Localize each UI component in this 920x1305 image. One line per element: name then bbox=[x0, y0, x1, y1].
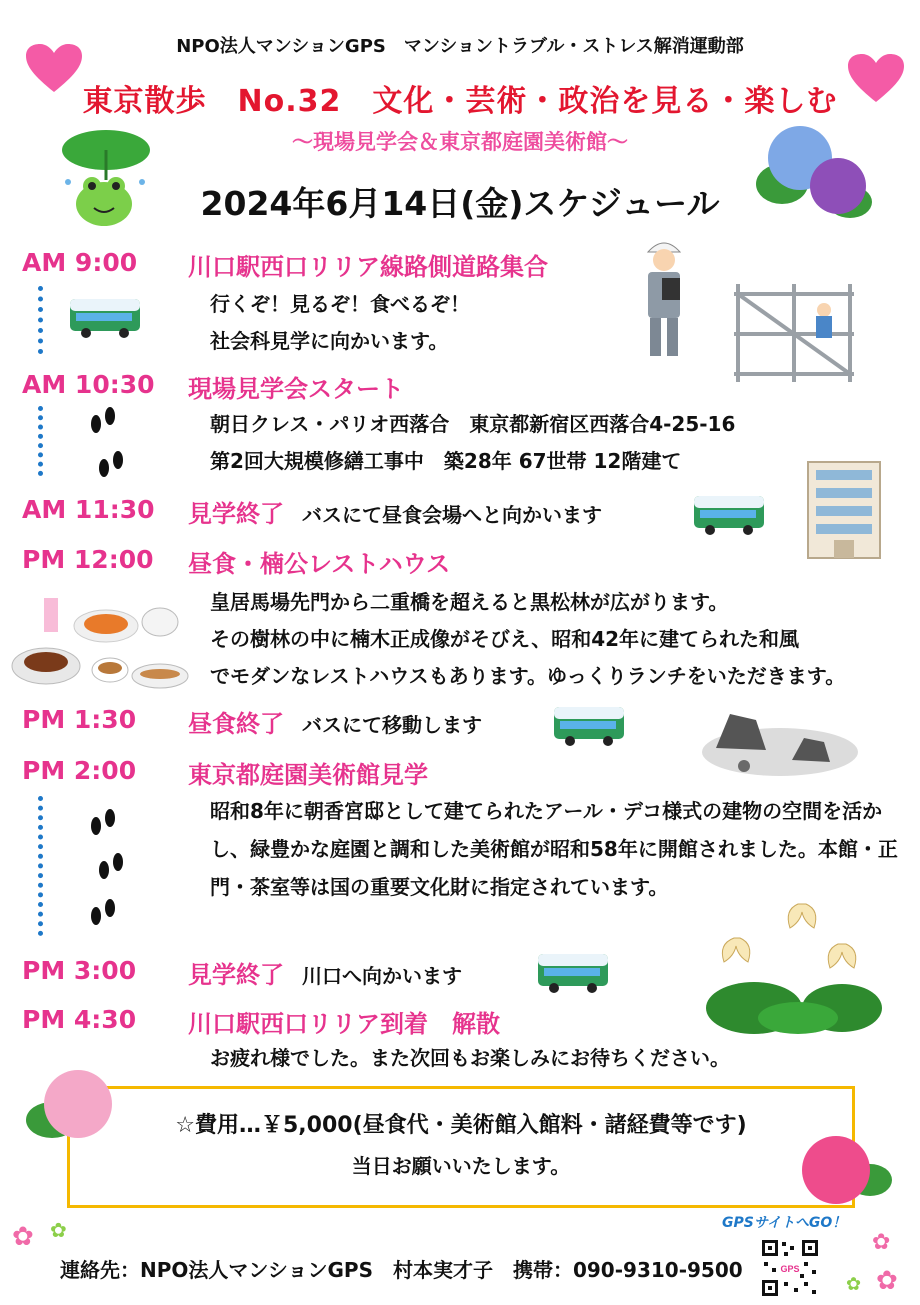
schedule-description: 昭和8年に朝香宮邸として建てられたアール・デコ様式の建物の空間を活かし、緑豊かな庭園と調和した美術館が昭和58年に開館されました。本館・正門・茶室等は国の重要文化財に指定されています。 bbox=[210, 799, 898, 899]
schedule-time: PM 12:00 bbox=[22, 545, 154, 574]
building-icon bbox=[806, 460, 882, 560]
rock-garden-icon bbox=[700, 708, 860, 778]
bus-icon bbox=[68, 295, 142, 339]
schedule-event: 昼食終了 バスにて移動します bbox=[188, 710, 482, 738]
frog-icon bbox=[58, 122, 154, 232]
butterfly-flowers-icon bbox=[704, 900, 884, 1036]
page-subtitle: ～現場見学会＆東京都庭園美術館～ bbox=[292, 130, 628, 154]
schedule-time: PM 2:00 bbox=[22, 756, 137, 785]
schedule-description: 皇居馬場先門から二重橋を超えると黒松林が広がります。 その樹林の中に楠木正成像がそびえ、昭和42年に建てられた和風 でモダンなレストハウスもあります。ゆっくりランチをいただきます。 bbox=[210, 590, 846, 688]
timeline-connector bbox=[38, 286, 48, 354]
qr-code-icon[interactable] bbox=[760, 1238, 820, 1298]
cost-box bbox=[67, 1086, 855, 1208]
schedule-event: 見学終了 川口へ向かいます bbox=[188, 961, 462, 989]
flower-icon: ✿ bbox=[50, 1218, 67, 1242]
timeline-connector bbox=[38, 406, 48, 476]
bus-icon bbox=[552, 703, 626, 747]
page-title: 東京散歩 No.32 文化・芸術・政治を見る・楽しむ bbox=[82, 84, 838, 119]
flower-icon: ✿ bbox=[876, 1266, 898, 1296]
schedule-time: AM 9:00 bbox=[22, 248, 138, 277]
contact-info: 連絡先：NPO法人マンションGPS 村本実才子 携帯：090-9310-9500 bbox=[60, 1258, 743, 1282]
bus-icon bbox=[536, 950, 610, 994]
footprints-icon bbox=[84, 406, 130, 484]
gps-site-link[interactable]: GPSサイトへGO！ bbox=[722, 1215, 847, 1231]
organization-line: NPO法人マンションGPS マンショントラブル・ストレス解消運動部 bbox=[176, 36, 744, 57]
schedule-event: 現場見学会スタート bbox=[188, 375, 404, 403]
flower-icon: ✿ bbox=[872, 1230, 891, 1255]
schedule-description: お疲れ様でした。また次回もお楽しみにお待ちください。 bbox=[210, 1046, 730, 1070]
cost-line: ☆費用…￥5,000(昼食代・美術館入館料・諸経費等です) bbox=[175, 1113, 747, 1138]
schedule-event: 川口駅西口リリア線路側道路集合 bbox=[188, 253, 548, 281]
schedule-time: PM 3:00 bbox=[22, 956, 137, 985]
meal-icon bbox=[10, 596, 190, 694]
flower-icon: ✿ bbox=[846, 1274, 862, 1295]
schedule-description: 朝日クレス・パリオ西落合 東京都新宿区西落合4-25-16 第2回大規模修繕工事中 築28年 67世帯 12階建て bbox=[210, 412, 736, 473]
heart-icon bbox=[24, 42, 84, 94]
hydrangea-icon bbox=[752, 124, 872, 224]
cost-note: 当日お願いいたします。 bbox=[351, 1154, 571, 1178]
qr-label: GPS bbox=[780, 1264, 800, 1274]
bus-icon bbox=[692, 492, 766, 536]
hydrangea-icon bbox=[22, 1066, 122, 1150]
schedule-event: 川口駅西口リリア到着 解散 bbox=[188, 1010, 500, 1038]
worker-icon bbox=[636, 234, 692, 360]
schedule-time: PM 1:30 bbox=[22, 705, 137, 734]
schedule-event: 見学終了 バスにて昼食会場へと向かいます bbox=[188, 500, 602, 528]
schedule-event: 昼食・楠公レストハウス bbox=[188, 550, 451, 578]
hydrangea-icon bbox=[790, 1130, 894, 1210]
flower-icon: ✿ bbox=[12, 1222, 34, 1252]
schedule-description: 行くぞ！見るぞ！食べるぞ！ 社会科見学に向かいます。 bbox=[210, 292, 470, 353]
schedule-time: PM 4:30 bbox=[22, 1005, 137, 1034]
schedule-date: 2024年6月14日(金)スケジュール bbox=[200, 184, 720, 223]
scaffolding-icon bbox=[734, 284, 856, 382]
schedule-time: AM 10:30 bbox=[22, 370, 155, 399]
footprints-icon bbox=[84, 806, 134, 936]
schedule-event: 東京都庭園美術館見学 bbox=[188, 761, 428, 789]
timeline-connector bbox=[38, 796, 48, 936]
heart-icon bbox=[846, 52, 906, 104]
schedule-time: AM 11:30 bbox=[22, 495, 155, 524]
